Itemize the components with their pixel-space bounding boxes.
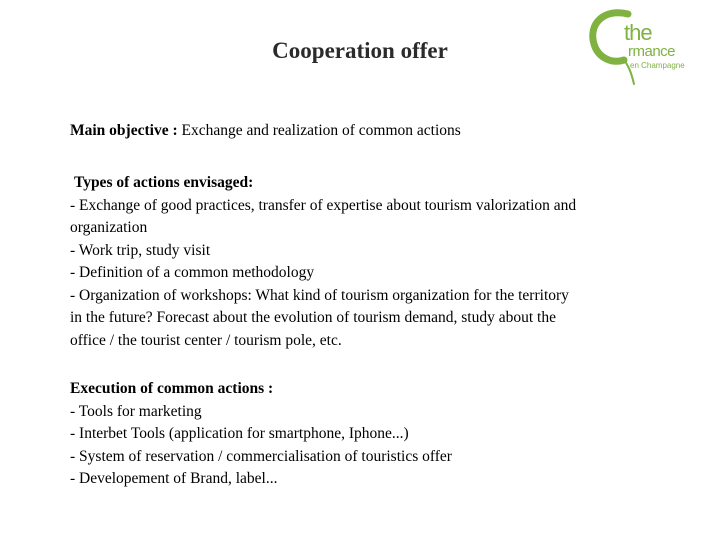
page-title: Cooperation offer (272, 38, 448, 63)
types-line: in the future? Forecast about the evolution of tourism demand, study about the (70, 309, 556, 326)
execution-line: - Tools for marketing (70, 402, 202, 420)
logo-text-the: the (624, 20, 652, 45)
execution-line: - Interbet Tools (application for smartphone, Iphone...) (70, 425, 409, 442)
types-line: organization (70, 219, 148, 236)
types-of-actions (70, 172, 670, 352)
main-objective (70, 120, 461, 143)
execution-line: - System of reservation / commercialisation of touristics offer (70, 447, 452, 465)
types-heading: Types of actions envisaged: (74, 174, 254, 191)
execution-of-actions (70, 378, 670, 491)
types-line: office / the tourist center / tourism pole, etc. (70, 331, 342, 349)
execution-line: - Developement of Brand, label... (70, 470, 278, 487)
logo-text-name: rmance (628, 43, 676, 60)
types-line: - Work trip, study visit (70, 241, 211, 259)
logo (584, 6, 694, 86)
types-line: - Exchange of good practices, transfer of expertise about tourism valorization and (70, 196, 577, 214)
objective-text: Exchange and realization of common actions (177, 122, 461, 139)
types-line: - Definition of a common methodology (70, 264, 315, 281)
objective-label: Main objective : (70, 122, 178, 139)
logo-text-subtitle: en Champagne (630, 61, 685, 70)
execution-heading: Execution of common actions : (70, 380, 274, 397)
types-line: - Organization of workshops: What kind of tourism organization for the territory (70, 286, 569, 304)
